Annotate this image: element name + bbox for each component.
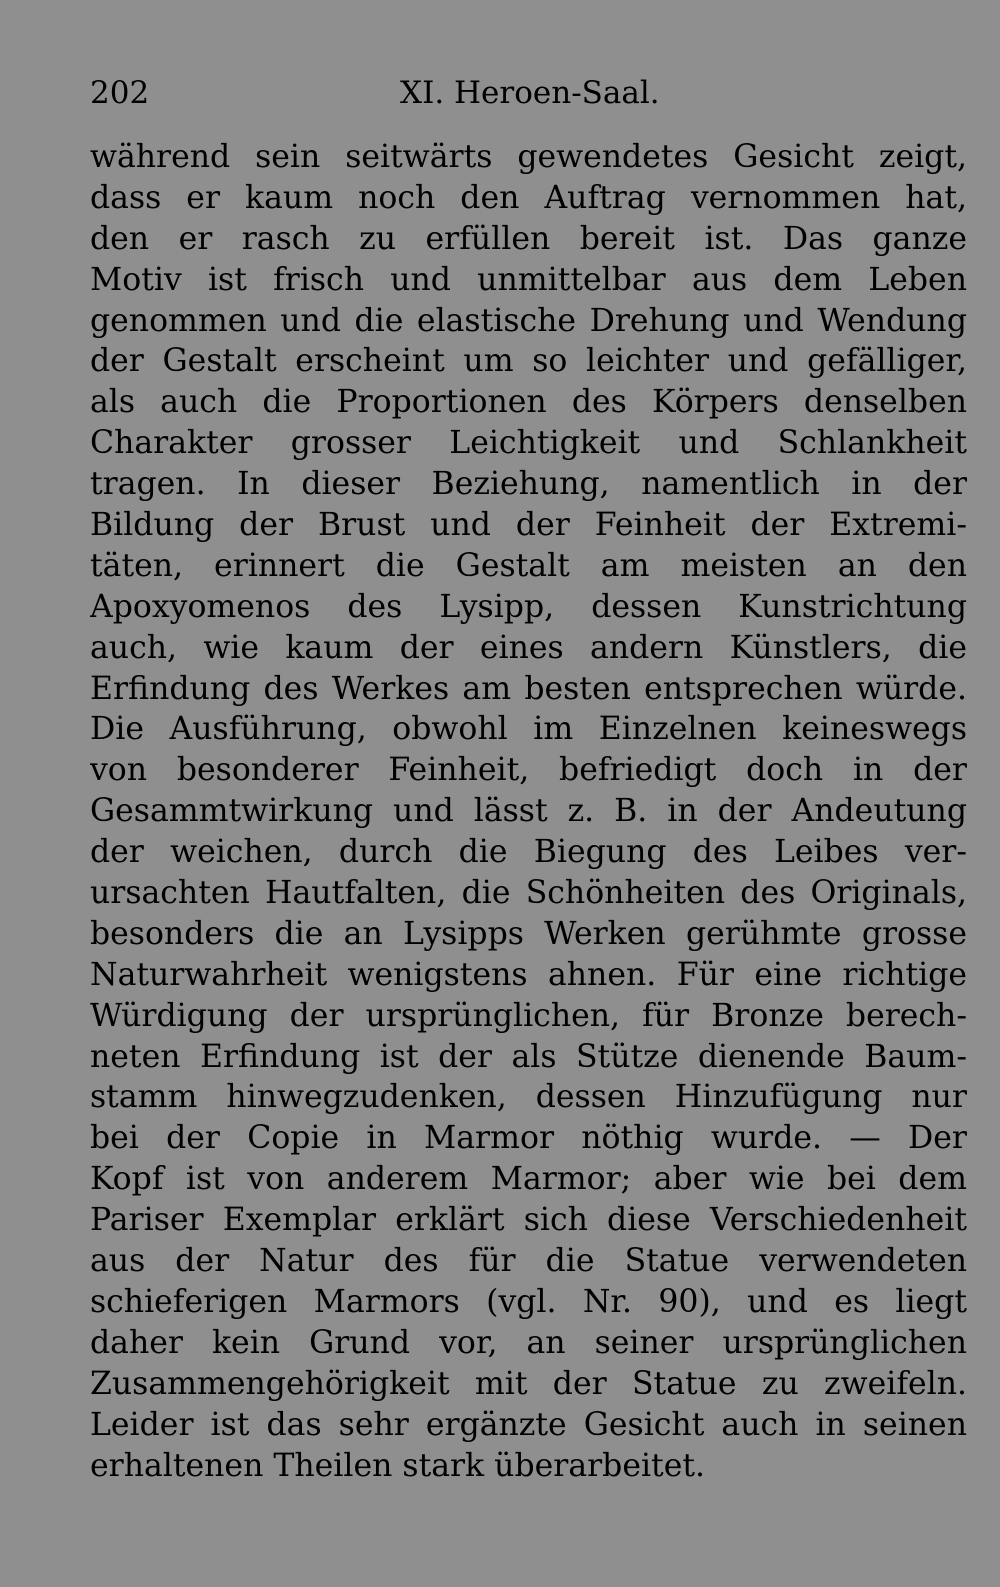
text-line: bei der Copie in Marmor nöthig wurde. — Der [90,1120,967,1157]
text-line: Leider ist das sehr ergänzte Gesicht auch in seinen [90,1406,967,1443]
text-line: Pariser Exemplar erklärt sich diese Verschiedenheit [90,1202,967,1239]
text-line: tragen. In dieser Beziehung, namentlich in der [90,466,967,503]
text-line: neten Erfindung ist der als Stütze dienende Baum- [90,1038,967,1075]
text-line: Erfindung des Werkes am besten entsprechen würde. [90,670,967,707]
text-line: genommen und die elastische Drehung und Wendung [90,302,967,339]
text-line: stamm hinwegzudenken, dessen Hinzufügung nur [90,1079,967,1116]
text-line: ursachten Hautfalten, die Schönheiten des Originals, [90,875,967,912]
text-line: besonders die an Lysipps Werken gerühmte grosse [90,915,967,952]
text-line: der weichen, durch die Biegung des Leibes ver- [90,834,967,871]
text-line: schieferigen Marmors (vgl. Nr. 90), und es liegt [90,1283,967,1320]
page-header [90,68,970,118]
text-line: Motiv ist frisch und unmittelbar aus dem Leben [90,261,967,298]
text-line: Kopf ist von anderem Marmor; aber wie bei dem [90,1161,967,1198]
text-line: aus der Natur des für die Statue verwendeten [90,1243,967,1280]
text-line: Zusammengehörigkeit mit der Statue zu zweifeln. [90,1365,967,1402]
body-paragraph [90,137,967,1486]
text-line: Gesammtwirkung und lässt z. B. in der Andeutung [90,793,967,830]
text-line: Bildung der Brust und der Feinheit der Extremi- [90,507,967,544]
running-title: XI. Heroen-Saal. [400,75,660,111]
text-line: Würdigung der ursprünglichen, für Bronze berech- [90,997,967,1034]
text-line: Charakter grosser Leichtigkeit und Schlankheit [90,425,967,462]
text-line: Naturwahrheit wenigstens ahnen. Für eine richtige [90,956,967,993]
text-line: erhaltenen Theilen stark überarbeitet. [90,1447,706,1484]
text-line: auch, wie kaum der eines andern Künstlers, die [90,629,967,666]
text-line: von besonderer Feinheit, befriedigt doch in der [90,752,967,789]
text-line: während sein seitwärts gewendetes Gesicht zeigt, [90,139,967,175]
text-line: dass er kaum noch den Auftrag vernommen hat, [90,179,967,216]
text-line: daher kein Grund vor, an seiner ursprünglichen [90,1324,967,1361]
text-line: täten, erinnert die Gestalt am meisten an den [90,547,967,584]
text-line: Apoxyomenos des Lysipp, dessen Kunstrichtung [90,588,967,625]
text-line: Die Ausführung, obwohl im Einzelnen keineswegs [90,711,967,748]
text-line: als auch die Proportionen des Körpers denselben [90,384,967,421]
text-line: der Gestalt erscheint um so leichter und gefälliger, [90,343,967,380]
text-line: den er rasch zu erfüllen bereit ist. Das ganze [90,220,967,257]
page-number: 202 [90,75,150,111]
